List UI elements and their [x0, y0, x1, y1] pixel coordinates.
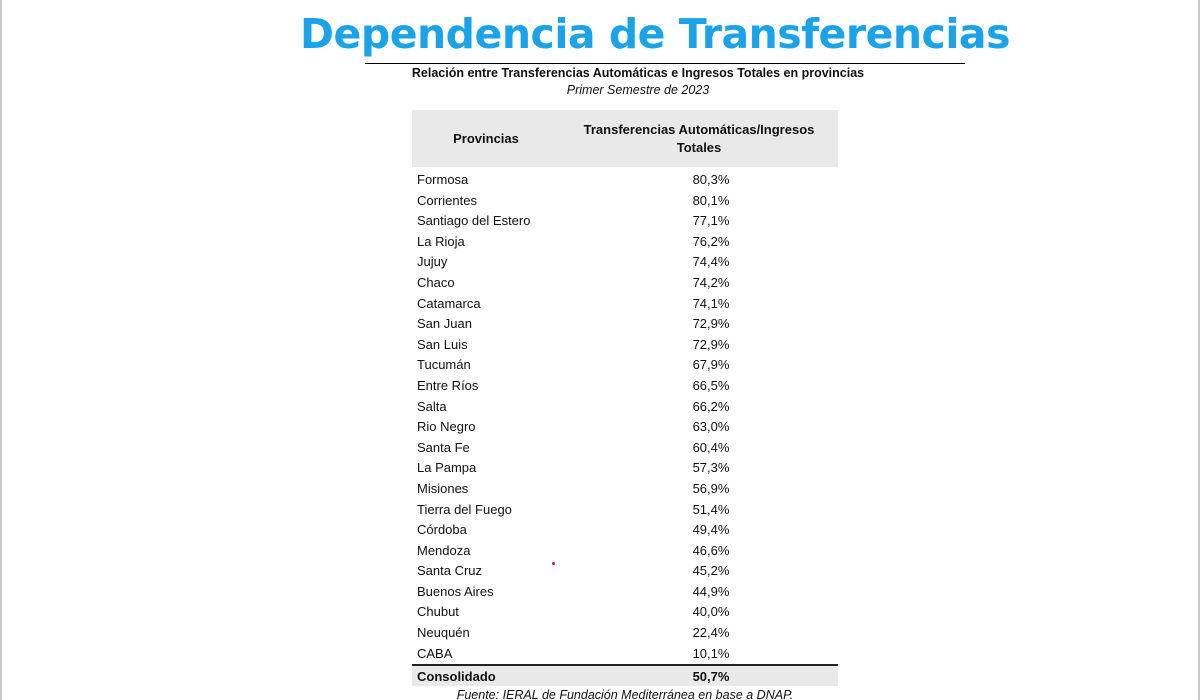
province-ratio: 74,2%: [692, 274, 730, 290]
source-note: Fuente: IERAL de Fundación Mediterránea en base a DNAP.: [456, 688, 794, 700]
province-ratio: 45,2%: [692, 563, 730, 579]
total-value: 50,7%: [692, 669, 730, 684]
table-row: [412, 294, 838, 315]
table-row: [412, 191, 838, 212]
province-ratio: 67,9%: [692, 357, 730, 373]
table-row: [412, 644, 838, 665]
title-divider: [365, 63, 965, 64]
page-title: Dependencia de Transferencias: [300, 10, 1010, 58]
province-ratio: 74,4%: [692, 254, 730, 270]
column-header-ratio: Transferencias Automáticas/Ingresos Totales: [583, 121, 815, 155]
table-header: [412, 110, 838, 167]
province-name: San Juan: [417, 316, 472, 332]
table-row: [412, 500, 838, 521]
province-ratio: 56,9%: [692, 480, 730, 496]
table-row: [412, 458, 838, 479]
province-ratio: 72,9%: [692, 336, 730, 352]
province-name: Chaco: [417, 274, 455, 290]
table-row: [412, 561, 838, 582]
red-dot-marker: [552, 562, 555, 565]
table-row: [412, 541, 838, 562]
table-period: Primer Semestre de 2023: [566, 83, 710, 97]
province-name: Corrientes: [417, 192, 477, 208]
province-name: La Rioja: [417, 233, 465, 249]
province-name: San Luis: [417, 336, 468, 352]
total-label: Consolidado: [417, 669, 496, 684]
table-row: [412, 273, 838, 294]
province-ratio: 66,2%: [692, 398, 730, 414]
province-name: Santa Fe: [417, 439, 470, 455]
table-row: [412, 335, 838, 356]
table-row: [412, 252, 838, 273]
province-ratio: 46,6%: [692, 542, 730, 558]
province-name: Córdoba: [417, 522, 467, 538]
table-row: [412, 355, 838, 376]
province-name: Salta: [417, 398, 447, 414]
province-name: Tierra del Fuego: [417, 501, 512, 517]
column-header-provincias: Provincias: [453, 131, 519, 146]
province-name: Tucumán: [417, 357, 471, 373]
table-row: [412, 314, 838, 335]
table-row: [412, 170, 838, 191]
province-name: Rio Negro: [417, 419, 476, 435]
province-name: CABA: [417, 645, 453, 661]
table-subtitle: Relación entre Transferencias Automáticas e Ingresos Totales en provincias: [411, 66, 865, 80]
table-row: [412, 417, 838, 438]
total-row: [412, 666, 838, 686]
province-ratio: 76,2%: [692, 233, 730, 249]
province-name: Chubut: [417, 604, 459, 620]
table-row: [412, 397, 838, 418]
province-name: Neuquén: [417, 625, 470, 641]
province-name: La Pampa: [417, 460, 477, 476]
table-row: [412, 232, 838, 253]
table-row: [412, 438, 838, 459]
table-row: [412, 376, 838, 397]
province-ratio: 51,4%: [692, 501, 730, 517]
table-row: [412, 211, 838, 232]
table-row: [412, 602, 838, 623]
left-border: [0, 0, 2, 700]
province-name: Santa Cruz: [417, 563, 483, 579]
province-ratio: 40,0%: [692, 604, 730, 620]
province-name: Jujuy: [417, 254, 448, 270]
province-name: Misiones: [417, 480, 469, 496]
province-ratio: 44,9%: [692, 583, 730, 599]
province-name: Entre Ríos: [417, 377, 479, 393]
table-row: [412, 520, 838, 541]
province-name: Santiago del Estero: [417, 213, 531, 229]
table-row: [412, 623, 838, 644]
province-ratio: 22,4%: [692, 625, 730, 641]
table-row: [412, 582, 838, 603]
province-name: Catamarca: [417, 295, 481, 311]
province-ratio: 72,9%: [692, 316, 730, 332]
province-ratio: 60,4%: [692, 439, 730, 455]
province-ratio: 80,1%: [692, 192, 730, 208]
province-name: Buenos Aires: [417, 583, 494, 599]
province-ratio: 10,1%: [692, 645, 730, 661]
province-ratio: 49,4%: [692, 522, 730, 538]
province-ratio: 74,1%: [692, 295, 730, 311]
province-ratio: 80,3%: [692, 172, 730, 187]
province-name: Formosa: [417, 172, 469, 187]
table-row: [412, 479, 838, 500]
province-ratio: 77,1%: [692, 213, 730, 229]
province-ratio: 57,3%: [692, 460, 730, 476]
province-name: Mendoza: [417, 542, 471, 558]
table-body: [412, 170, 838, 664]
province-ratio: 66,5%: [692, 377, 730, 393]
province-ratio: 63,0%: [692, 419, 730, 435]
